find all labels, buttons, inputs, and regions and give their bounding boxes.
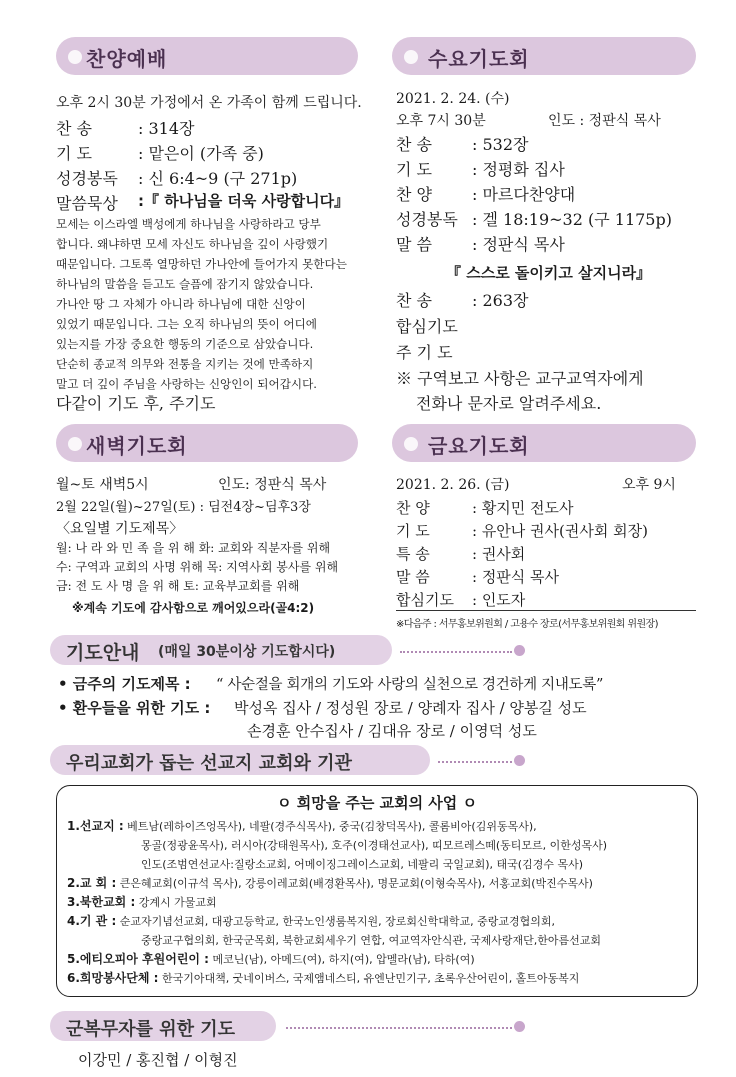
order-row: 찬 양 : 마르다찬양대 [396, 185, 576, 204]
worship-prayer-value: : 맡은이 (가족 중) [138, 144, 264, 163]
mission-row: 중랑교구협의회, 한국군목회, 북한교회세우기 연합, 여교역자안식관, 국제사랑재단,한아름선교회 [141, 934, 602, 947]
paragraph-line: 모세는 이스라엘 백성에게 하나님을 사랑하라고 당부 [56, 217, 321, 231]
worship-scripture-value: : 신 6:4~9 (구 271p) [138, 169, 298, 188]
mission-row: 4.기 관 : 순교자기념선교회, 대광고등학교, 한국노인생룸복지원, 장로회신학대학교, 중랑교경협의회, [67, 914, 556, 928]
worship-hymn-label: 찬 송 [56, 119, 92, 138]
wednesday-rows [396, 132, 696, 257]
prayer-guide-title: 기도안내 [66, 642, 140, 664]
order-row: 찬 양 : 황지민 전도사 [396, 499, 574, 517]
dawn-topic-line: 수: 구역과 교회의 사명 위해 목: 지역사회 봉사를 위해 [56, 560, 339, 574]
friday-title: 금요기도회 [428, 434, 530, 458]
wednesday-note1: ※ 구역보고 사항은 교구교역자에게 [396, 369, 644, 388]
pow-dots [286, 1027, 512, 1029]
order-row: 기 도 : 정평화 집사 [396, 160, 565, 179]
dawn-range: 2월 22일(월)~27일(토) : 딤전4장~딤후3장 [56, 500, 311, 515]
worship-scripture-label: 성경봉독 [56, 169, 118, 188]
order-row: 특 송 : 권사회 [396, 545, 526, 563]
paragraph-line: 합니다. 왜냐하면 모세 자신도 하나님을 깊이 사랑했기 [56, 237, 329, 251]
wednesday-hymn2-value: : 263장 [472, 291, 529, 310]
prayer-item2-value: 박성옥 집사 / 정성원 장로 / 양례자 집사 / 양봉길 성도 [234, 699, 587, 717]
friday-divider [396, 610, 696, 611]
order-row: 합심기도 : 인도자 [396, 591, 526, 609]
order-row: 기 도 : 유안나 권사(권사회 회장) [396, 522, 648, 540]
dawn-verse: ※계속 기도에 감사함으로 깨어있으라(골4:2) [72, 601, 315, 615]
prayer-guide-subtitle: (매일 30분이상 기도합시다) [158, 644, 336, 660]
wednesday-title: 수요기도회 [428, 47, 530, 71]
friday-time: 오후 9시 [622, 477, 676, 493]
paragraph-line: 가나안 땅 그 자체가 아니라 하나님에 대한 신앙이 [56, 297, 306, 311]
paragraph-line: 있었기 때문입니다. 그는 오직 하나님의 뜻이 어디에 [56, 317, 317, 331]
wednesday-unison: 합심기도 [396, 317, 458, 336]
wednesday-time: 오후 7시 30분 [396, 113, 486, 129]
pow-title: 군복무자를 위한 기도 [66, 1019, 236, 1040]
worship-title: 찬양예배 [86, 47, 168, 71]
missions-box [56, 785, 698, 997]
dawn-title-pill [56, 424, 358, 462]
missions-box-title: ㅇ 희망을 주는 교회의 사업 ㅇ [277, 794, 477, 812]
pow-enddot [514, 1021, 525, 1032]
dawn-title: 새벽기도회 [86, 434, 188, 458]
paragraph-line: 하나님의 말씀을 듣고도 슬픔에 잠기지 않았습니다. [56, 277, 314, 291]
dawn-schedule: 월~토 새벽5시 [56, 477, 149, 493]
worship-closing: 다같이 기도 후, 주기도 [56, 394, 216, 413]
friday-date: 2021. 2. 26. (금) [396, 477, 510, 493]
dawn-leader: 인도: 정판식 목사 [218, 477, 327, 493]
worship-paragraph [56, 214, 360, 394]
paragraph-line: 때문입니다. 그토록 열망하던 가나안에 들어가지 못한다는 [56, 257, 347, 271]
prayer-item2-label: • 환우들을 위한 기도 : [58, 699, 211, 717]
dawn-topics-title: 〈요일별 기도제목〉 [56, 521, 184, 537]
wednesday-date: 2021. 2. 24. (수) [396, 91, 510, 107]
paragraph-line: 있는지를 가장 중요한 행동의 기준으로 삼았습니다. [56, 337, 314, 351]
worship-hymn-value: : 314장 [138, 119, 195, 138]
order-row: 말 씀 : 정판식 목사 [396, 568, 560, 586]
friday-rows [396, 497, 696, 612]
missions-title: 우리교회가 돕는 선교지 교회와 기관 [66, 753, 352, 774]
wednesday-note2: 전화나 문자로 알려주세요. [416, 394, 602, 413]
friday-title-pill [392, 424, 696, 462]
missions-enddot [514, 755, 525, 766]
paragraph-line: 말고 더 깊이 주님을 사랑하는 신앙인이 되어갑시다. [56, 377, 317, 391]
wednesday-hymn2-label: 찬 송 [396, 291, 432, 310]
mission-row: 몽골(정광윤목사), 러시아(강태원목사), 호주(이경태선교사), 띠모르레스떼(동티모르, 이한성목사) [141, 839, 608, 852]
mission-row: 3.북한교회 : 강계시 가물교회 [67, 895, 217, 909]
dawn-topic-line: 월: 나 라 와 민 족 을 위 해 화: 교회와 직분자를 위해 [56, 541, 331, 555]
worship-time: 오후 2시 30분 가정에서 온 가족이 함께 드립니다. [56, 95, 362, 111]
wednesday-title-pill [392, 37, 696, 75]
pow-names: 이강민 / 홍진협 / 이형진 [78, 1051, 238, 1069]
worship-title-pill [56, 37, 358, 75]
mission-row: 1.선교지 : 베트남(레하이즈엉목사), 네팔(경주식목사), 중국(김창덕목사), 콜롬비아(김위동목사), [67, 819, 537, 833]
prayer-guide-enddot [514, 645, 525, 656]
worship-meditation-label: 말씀묵상 [56, 194, 118, 213]
worship-prayer-label: 기 도 [56, 144, 92, 163]
order-row: 찬 송 : 532장 [396, 135, 529, 154]
mission-row: 5.에티오피아 후원어린이 : 메코닌(남), 아메드(여), 하지(여), 압멜라(남), 타하(여) [67, 952, 475, 966]
dawn-topic-line: 금: 전 도 사 명 을 위 해 토: 교육부교회를 위해 [56, 579, 300, 593]
worship-meditation-value: :『 하나님을 더욱 사랑합니다』 [138, 192, 350, 210]
prayer-item1-value: “ 사순절을 회개의 기도와 사랑의 실천으로 경건하게 지내도록” [216, 677, 604, 693]
prayer-guide-dots [400, 651, 512, 653]
mission-row: 6.희망봉사단체 : 한국기아대책, 굿네이버스, 국제앰네스티, 유엔난민기구, 초록우산어린이, 홀트아동복지 [67, 971, 580, 985]
order-row: 성경봉독 : 겔 18:19~32 (구 1175p) [396, 210, 672, 229]
mission-row: 2.교 회 : 큰은혜교회(이규석 목사), 강릉이레교회(배경환목사), 명문교회(이형숙목사), 서홍교회(박진수목사) [67, 876, 593, 890]
prayer-item2-value2: 손경훈 안수집사 / 김대유 장로 / 이영덕 성도 [247, 722, 537, 740]
wednesday-lords-prayer: 주 기 도 [396, 343, 453, 362]
friday-next: ※다음주 : 서무홍보위원회 / 고용수 장로(서무홍보위원회 위원장) [396, 619, 658, 630]
prayer-item1-label: • 금주의 기도제목 : [58, 675, 191, 693]
wednesday-leader: 인도 : 정판식 목사 [548, 113, 661, 129]
order-row: 말 씀 : 정판식 목사 [396, 235, 565, 254]
wednesday-sermon-title: 『 스스로 돌이키고 살지니라』 [446, 264, 652, 282]
missions-dots [438, 761, 512, 763]
mission-row: 인도(조범연선교사:질랑소교회, 어메이징그레이스교회, 네팔리 국일교회), 태국(김경수 목사) [141, 858, 584, 871]
paragraph-line: 단순히 종교적 의무와 전통을 지키는 것에 만족하지 [56, 357, 314, 371]
